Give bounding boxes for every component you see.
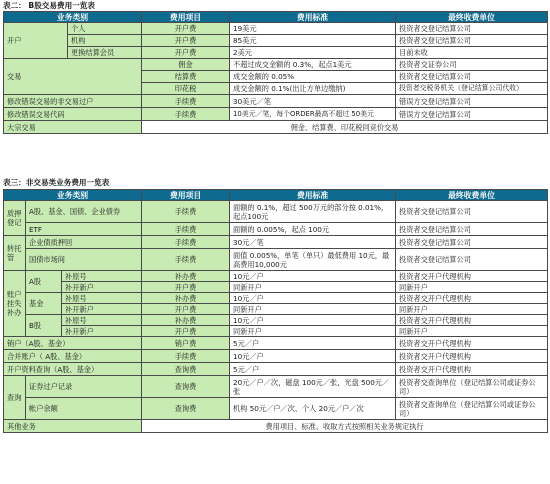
fee-item-cell: 查询费 (142, 376, 230, 398)
fee-item-cell: 查询费 (142, 363, 230, 376)
fee-unit-cell: 投资者交开户代理机构 (396, 315, 548, 326)
table-row (4, 398, 548, 420)
fee-unit-cell: 投资者交开户代理机构 (396, 293, 548, 304)
fee-unit-cell: 错误方交登记结算公司 (396, 108, 548, 121)
fee-standard-cell: 10美元／笔，每个ORDER最高不超过 50美元 (230, 108, 396, 121)
table-row (4, 23, 548, 35)
fee-item-cell: 开户费 (142, 304, 230, 315)
fee-item-cell: 开户费 (142, 23, 230, 35)
subcategory-cell: 国债市场间 (26, 249, 142, 271)
fee-standard-cell: 面额的 0.005%，起点 100元 (230, 223, 396, 236)
fee-standard-cell: 同新开户 (230, 282, 396, 293)
fee-unit-cell: 投资者交登记结算公司 (396, 71, 548, 83)
table-row (4, 236, 548, 249)
sub-item-cell: 补原号 (62, 315, 142, 326)
fee-unit-cell: 投资者交查询单位（登记结算公司或证券公司） (396, 376, 548, 398)
fee-item-cell: 补办费 (142, 293, 230, 304)
subcategory-cell: 证券过户记录 (26, 376, 142, 398)
table3-caption: 表三：非交易类业务费用一览表 (3, 178, 110, 187)
fee-standard-cell: 面值 0.005%，单笔（单只）最低费用 10元，最高费用10,000元 (230, 249, 396, 271)
table3-header-unit: 最终收费单位 (396, 190, 548, 201)
fee-standard-cell: 同新开户 (230, 304, 396, 315)
table-row (4, 35, 548, 47)
fee-standard-cell: 成交金额的 0.1%(出让方单边缴纳) (230, 83, 396, 95)
subcategory-cell: 企业债质押回 (26, 236, 142, 249)
fee-unit-cell: 投资者交登记结算公司 (396, 23, 548, 35)
table2-header-category: 业务类别 (4, 12, 142, 23)
table3 (3, 189, 548, 433)
category-cell: 开户 (4, 23, 68, 59)
sub-item-cell: 补原号 (62, 293, 142, 304)
fee-standard-cell: 佣金、结算费、印花税同竞价交易 (142, 121, 548, 134)
fee-item-cell: 开户费 (142, 326, 230, 337)
table-row (4, 420, 548, 433)
sub-item-cell: 补开新户 (62, 326, 142, 337)
category-cell: 转托管 (4, 236, 26, 271)
fee-item-cell: 手续费 (142, 95, 230, 108)
fee-standard-cell: 19美元 (230, 23, 396, 35)
table-row (4, 95, 548, 108)
subcategory-cell: A股、基金、国债、企业债券 (26, 201, 142, 223)
table-row (4, 315, 548, 326)
fee-standard-cell: 10元／户 (230, 293, 396, 304)
table-row (4, 47, 548, 59)
fee-item-cell: 开户费 (142, 282, 230, 293)
category-cell: 其他业务 (4, 420, 142, 433)
fee-item-cell: 手续费 (142, 249, 230, 271)
fee-unit-cell: 投资者交登记结算公司 (396, 236, 548, 249)
fee-unit-cell: 投资者交登记结算公司 (396, 223, 548, 236)
fee-unit-cell: 投资者交登记结算公司 (396, 249, 548, 271)
fee-unit-cell: 投资者交登记结算公司 (396, 35, 548, 47)
sub-item-cell: 补开新户 (62, 282, 142, 293)
fee-standard-cell: 不超过成交金额的 0.3%，起点1美元 (230, 59, 396, 71)
table-row (4, 376, 548, 398)
category-cell: 查询 (4, 376, 26, 420)
subcategory-cell: ETF (26, 223, 142, 236)
table-row (4, 223, 548, 236)
fee-standard-cell: 10元／户 (230, 271, 396, 282)
table-row (4, 271, 548, 282)
fee-standard-cell: 5元／户 (230, 337, 396, 350)
fee-unit-cell: 投资者交证券公司 (396, 59, 548, 71)
fee-standard-cell: 20元／户／次，磁盘 100元／张，光盘 500元／张 (230, 376, 396, 398)
table-row (4, 350, 548, 363)
fee-standard-cell: 30元／笔 (230, 236, 396, 249)
table-row (4, 293, 548, 304)
fee-unit-cell: 同新开户 (396, 282, 548, 293)
fee-item-cell: 手续费 (142, 223, 230, 236)
table-row (4, 201, 548, 223)
fee-standard-cell: 30美元／笔 (230, 95, 396, 108)
fee-item-cell: 佣金 (142, 59, 230, 71)
category-cell: 销户（A股、基金） (4, 337, 142, 350)
table2-header-unit: 最终收费单位 (396, 12, 548, 23)
fee-standard-cell: 85美元 (230, 35, 396, 47)
subcategory-cell: B股 (26, 315, 62, 337)
table2-header-row (4, 12, 548, 23)
table3-header-standard: 费用标准 (230, 190, 396, 201)
table-row (4, 304, 548, 315)
fee-unit-cell: 错误方交登记结算公司 (396, 95, 548, 108)
fee-standard-cell: 费用项目、标准、收取方式按照相关业务规定执行 (142, 420, 548, 433)
category-cell: 修改错误交易的非交易过户 (4, 95, 142, 108)
fee-item-cell: 开户费 (142, 35, 230, 47)
fee-unit-cell: 投资者交开户代理机构 (396, 363, 548, 376)
table-row (4, 108, 548, 121)
fee-item-cell: 手续费 (142, 108, 230, 121)
fee-item-cell: 手续费 (142, 236, 230, 249)
table2-header-standard: 费用标准 (230, 12, 396, 23)
category-cell: 质押登记 (4, 201, 26, 236)
subcategory-cell: 个人 (68, 23, 142, 35)
category-cell: 合并账户（ A股、基金） (4, 350, 142, 363)
fee-unit-cell: 投资者交开户代理机构 (396, 350, 548, 363)
fee-unit-cell: 同新开户 (396, 304, 548, 315)
fee-item-cell: 查询费 (142, 398, 230, 420)
fee-item-cell: 手续费 (142, 350, 230, 363)
fee-standard-cell: 10元／户 (230, 350, 396, 363)
table-row (4, 249, 548, 271)
fee-item-cell: 开户费 (142, 47, 230, 59)
category-cell: 开户资料查询（A股、基金） (4, 363, 142, 376)
fee-unit-cell: 目前未收 (396, 47, 548, 59)
table-row (4, 282, 548, 293)
fee-item-cell: 销户费 (142, 337, 230, 350)
subcategory-cell: A股 (26, 271, 62, 293)
sub-item-cell: 补开新户 (62, 304, 142, 315)
category-cell: 大宗交易 (4, 121, 142, 134)
fee-standard-cell: 2美元 (230, 47, 396, 59)
category-cell: 账户挂失补办 (4, 271, 26, 337)
subcategory-cell: 机构 (68, 35, 142, 47)
table-row (4, 337, 548, 350)
fee-item-cell: 手续费 (142, 201, 230, 223)
fee-standard-cell: 10元／户 (230, 315, 396, 326)
fee-standard-cell: 成交金额的 0.05% (230, 71, 396, 83)
fee-unit-cell: 同新开户 (396, 326, 548, 337)
table2-caption: 表二： B股交易费用一览表 (3, 1, 95, 10)
fee-standard-cell: 同新开户 (230, 326, 396, 337)
fee-standard-cell: 5元／户 (230, 363, 396, 376)
fee-unit-cell: 投资者交开户代理机构 (396, 337, 548, 350)
category-cell: 修改错误交易代码 (4, 108, 142, 121)
subcategory-cell: 帐户余额 (26, 398, 142, 420)
table3-header-item: 费用项目 (142, 190, 230, 201)
fee-standard-cell: 机构 50元／户／次、个人 20元／户／次 (230, 398, 396, 420)
table-row (4, 59, 548, 71)
fee-item-cell: 补办费 (142, 315, 230, 326)
fee-unit-cell: 投资者交开户代理机构 (396, 271, 548, 282)
table2 (3, 11, 548, 134)
fee-unit-cell: 投资者交税务机关（登记结算公司代收） (396, 83, 548, 95)
sub-item-cell: 补原号 (62, 271, 142, 282)
fee-item-cell: 印花税 (142, 83, 230, 95)
fee-item-cell: 结算费 (142, 71, 230, 83)
fee-unit-cell: 投资者交查询单位（登记结算公司或证券公司） (396, 398, 548, 420)
fee-unit-cell: 投资者交登记结算公司 (396, 201, 548, 223)
table-row (4, 326, 548, 337)
table3-header-category: 业务类别 (4, 190, 142, 201)
table3-header-row (4, 190, 548, 201)
table-row (4, 121, 548, 134)
subcategory-cell: 基金 (26, 293, 62, 315)
table-row (4, 363, 548, 376)
category-cell: 交易 (4, 59, 142, 95)
table2-header-item: 费用项目 (142, 12, 230, 23)
fee-item-cell: 补办费 (142, 271, 230, 282)
fee-standard-cell: 面额的 0.1%，超过 500万元的部分按 0.01%，起点100元 (230, 201, 396, 223)
subcategory-cell: 更换结算会员 (68, 47, 142, 59)
